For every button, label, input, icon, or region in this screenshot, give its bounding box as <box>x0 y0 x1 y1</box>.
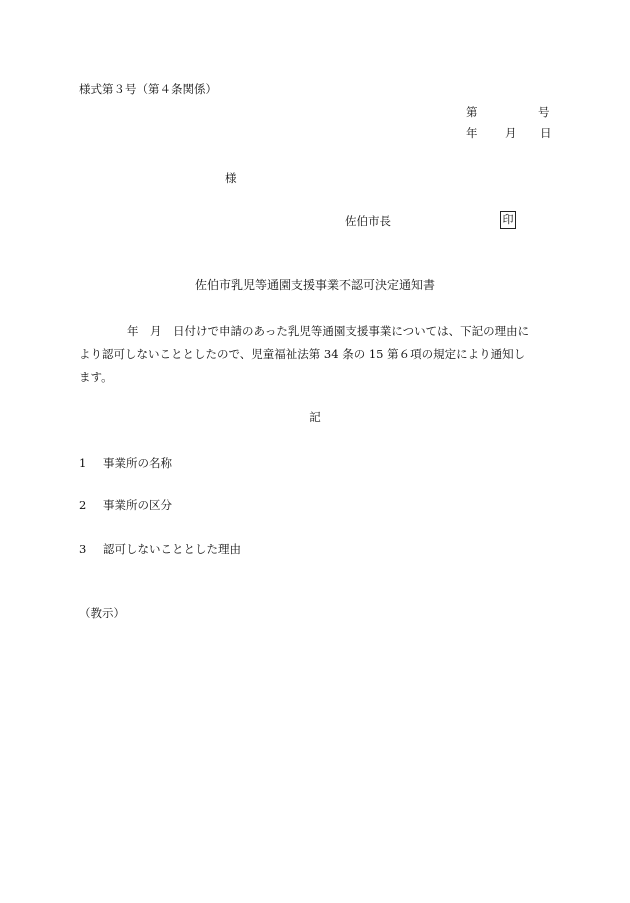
item-number: 3 <box>79 542 87 556</box>
date-month-label: 月 <box>505 126 517 140</box>
body-line-3: ます。 <box>79 370 113 384</box>
item-label: 認可しないこととした理由 <box>103 542 241 556</box>
item-number: 2 <box>79 498 87 512</box>
item-label: 事業所の名称 <box>103 456 172 470</box>
item-label: 事業所の区分 <box>103 498 172 512</box>
date-day-label: 日 <box>540 126 552 140</box>
body-paragraph <box>79 320 553 389</box>
seal-stamp: 印 <box>500 211 516 229</box>
item-number: 1 <box>79 456 87 470</box>
document-number-prefix: 第 <box>466 105 478 119</box>
document-number-suffix: 号 <box>538 105 550 119</box>
ki-heading: 記 <box>309 410 321 424</box>
list-item <box>79 455 172 471</box>
addressee-suffix: 様 <box>225 171 237 185</box>
date-year-label: 年 <box>466 126 478 140</box>
form-label: 様式第３号（第４条関係） <box>79 82 217 96</box>
document-title: 佐伯市乳児等通園支援事業不認可決定通知書 <box>194 278 435 292</box>
notice-heading: （教示） <box>79 606 125 620</box>
list-item <box>79 541 241 557</box>
issuer-name: 佐伯市長 <box>345 214 391 228</box>
body-line-1: 年 月 日付けで申請のあった乳児等通園支援事業については、下記の理由に <box>127 324 530 338</box>
list-item <box>79 497 172 513</box>
body-line-2: より認可しないこととしたので、児童福祉法第 34 条の 15 第６項の規定により通知し <box>79 347 526 361</box>
